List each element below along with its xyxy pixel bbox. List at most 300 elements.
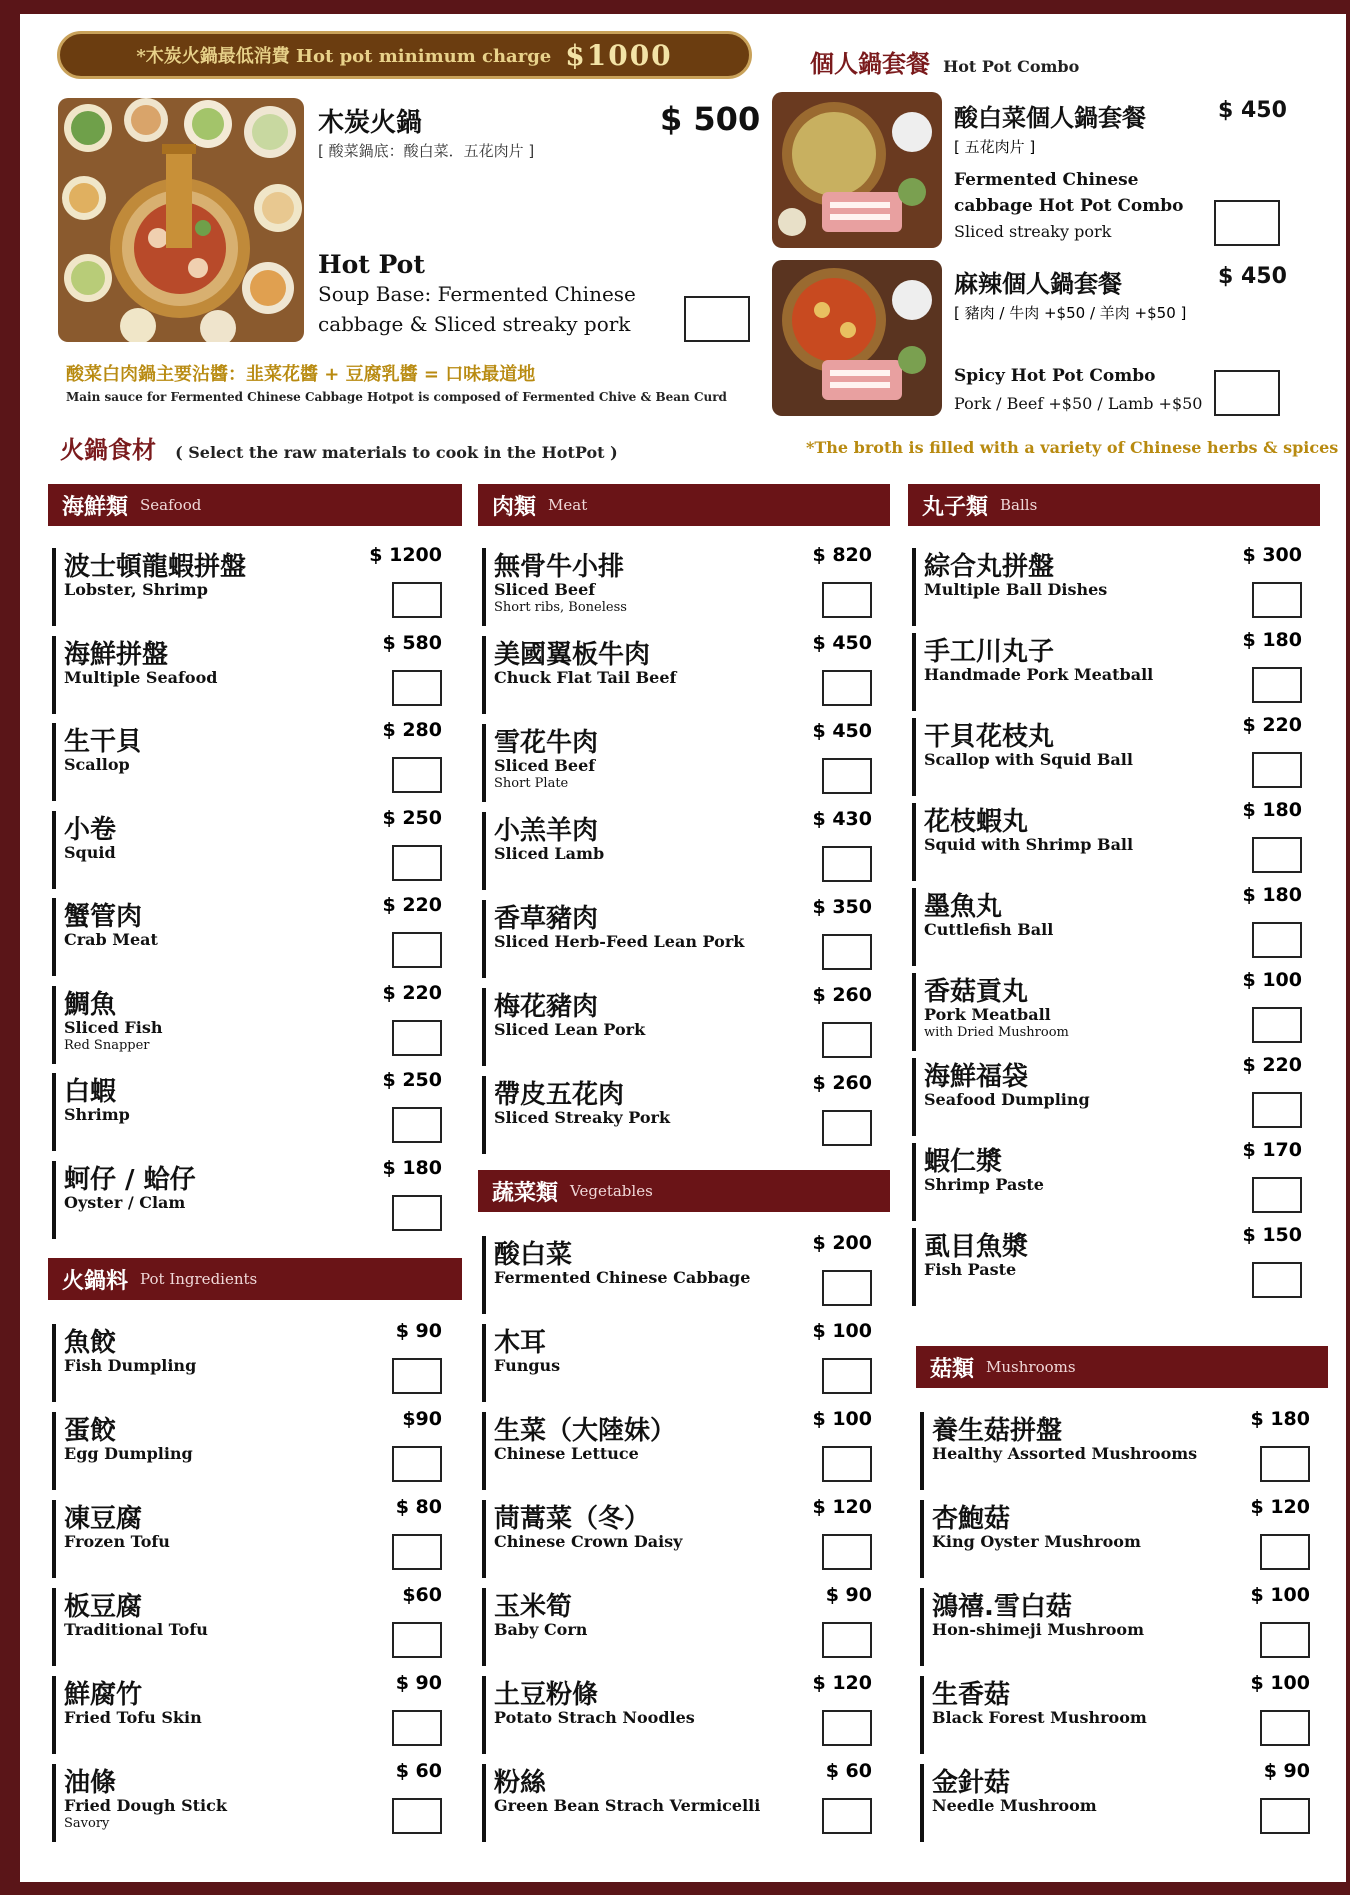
item-name-zh: 手工川丸子: [924, 637, 1055, 667]
item-price: $ 60: [395, 1760, 442, 1782]
item-checkbox[interactable]: [392, 1195, 442, 1231]
item-price: $ 100: [1242, 969, 1302, 991]
item-name-en: Sliced Streaky Pork: [494, 1108, 671, 1127]
item-divider-bar: [482, 988, 486, 1066]
seafood-section-header: [48, 484, 462, 526]
sour-cabbage-combo-photo: [772, 92, 942, 248]
item-checkbox[interactable]: [1260, 1622, 1310, 1658]
item-price: $ 250: [382, 1069, 442, 1091]
menu-item: [482, 1320, 882, 1406]
menu-item: [52, 1408, 452, 1494]
combo-2-name: 麻辣個人鍋套餐: [954, 270, 1122, 298]
item-name-zh: 金針菇: [932, 1768, 1011, 1798]
item-divider-bar: [482, 1324, 486, 1402]
item-divider-bar: [912, 888, 916, 966]
item-price: $90: [402, 1408, 442, 1430]
menu-item: [482, 720, 882, 806]
item-divider-bar: [52, 1500, 56, 1578]
item-name-en: Frozen Tofu: [64, 1532, 170, 1551]
item-checkbox[interactable]: [1252, 667, 1302, 703]
item-name-zh: 白蝦: [64, 1077, 117, 1107]
menu-page: [20, 14, 1346, 1882]
item-price: $ 250: [382, 806, 442, 829]
combo-2-en-2: Pork / Beef +$50 / Lamb +$50: [954, 394, 1203, 413]
item-checkbox[interactable]: [392, 1798, 442, 1834]
item-name-zh: 杏鮑菇: [932, 1504, 1011, 1534]
item-name-zh: 蝦仁漿: [924, 1147, 1003, 1177]
item-divider-bar: [52, 636, 56, 714]
item-price: $ 220: [1242, 1054, 1302, 1076]
item-checkbox[interactable]: [392, 757, 442, 793]
item-checkbox[interactable]: [1252, 582, 1302, 618]
item-price: $ 430: [812, 808, 872, 830]
menu-item: [482, 1584, 882, 1670]
combo-title-en: Hot Pot Combo: [943, 57, 1080, 76]
item-divider-bar: [52, 548, 56, 626]
item-checkbox[interactable]: [1252, 1262, 1302, 1298]
item-name-en: Sliced Lamb: [494, 844, 605, 863]
item-name-en: Scallop: [64, 755, 130, 774]
item-price: $ 820: [812, 544, 872, 566]
menu-item: [52, 1672, 452, 1758]
item-checkbox[interactable]: [822, 1022, 872, 1058]
item-name-zh: 鮮腐竹: [64, 1680, 143, 1710]
item-checkbox[interactable]: [392, 1020, 442, 1056]
item-divider-bar: [482, 1412, 486, 1490]
item-price: $ 80: [395, 1496, 442, 1518]
seafood-section-title-zh: 海鮮類: [62, 494, 129, 520]
item-name-en: Sliced Beef: [494, 756, 596, 775]
item-divider-bar: [482, 1588, 486, 1666]
menu-item: [482, 1072, 882, 1158]
menu-item: [52, 982, 452, 1068]
charcoal-hotpot-name-en: Hot Pot: [318, 250, 425, 279]
item-divider-bar: [52, 1073, 56, 1151]
item-divider-bar: [920, 1588, 924, 1666]
item-divider-bar: [912, 1143, 916, 1221]
item-name-zh: 花枝蝦丸: [924, 807, 1029, 837]
item-divider-bar: [52, 723, 56, 801]
combo-2-sub: [ 豬肉 / 牛肉 +$50 / 羊肉 +$50 ]: [954, 304, 1187, 322]
item-checkbox[interactable]: [822, 1622, 872, 1658]
combo-1-price: $ 450: [1218, 98, 1287, 123]
item-price: $ 120: [1250, 1496, 1310, 1518]
item-name-zh: 木耳: [494, 1328, 547, 1358]
item-name-en: Chinese Crown Daisy: [494, 1532, 683, 1551]
item-name-en: Crab Meat: [64, 930, 158, 949]
menu-item: [912, 884, 1312, 970]
item-price: $ 90: [395, 1320, 442, 1342]
item-divider-bar: [482, 724, 486, 802]
item-name-en: Multiple Ball Dishes: [924, 580, 1108, 599]
item-name-en: Fish Paste: [924, 1260, 1017, 1279]
item-name-en: Healthy Assorted Mushrooms: [932, 1444, 1198, 1463]
menu-item: [52, 894, 452, 980]
item-name-zh: 墨魚丸: [924, 892, 1003, 922]
item-price: $ 180: [1242, 629, 1302, 651]
menu-item: [52, 544, 452, 630]
menu-item: [920, 1584, 1320, 1670]
combo-1-en-3: Sliced streaky pork: [954, 222, 1112, 241]
item-divider-bar: [482, 1500, 486, 1578]
item-checkbox[interactable]: [1252, 1177, 1302, 1213]
item-checkbox[interactable]: [1260, 1534, 1310, 1570]
item-divider-bar: [52, 1676, 56, 1754]
menu-item: [920, 1496, 1320, 1582]
ingredients-title-zh: 火鍋食材: [60, 436, 156, 464]
menu-item: [920, 1672, 1320, 1758]
combo-title: [810, 44, 1079, 79]
item-price: $ 100: [812, 1408, 872, 1430]
item-checkbox[interactable]: [1252, 1092, 1302, 1128]
item-price: $60: [402, 1584, 442, 1606]
item-name-zh: 鯛魚: [64, 989, 117, 1020]
item-name-en: Chinese Lettuce: [494, 1444, 639, 1463]
pot-section-title-en: Pot Ingredients: [140, 1270, 258, 1288]
item-name-zh: 玉米筍: [494, 1592, 573, 1622]
item-subname-en: Savory: [64, 1816, 110, 1831]
item-name-zh: 小羔羊肉: [494, 816, 599, 846]
item-divider-bar: [482, 1076, 486, 1154]
item-name-zh: 海鮮拼盤: [64, 639, 169, 670]
item-divider-bar: [912, 718, 916, 796]
item-name-en: Squid: [64, 842, 116, 862]
menu-item: [920, 1408, 1320, 1494]
item-divider-bar: [912, 973, 916, 1051]
item-divider-bar: [52, 898, 56, 976]
item-checkbox[interactable]: [822, 582, 872, 618]
meat-section-header: [478, 484, 890, 526]
combo-2-checkbox[interactable]: [1214, 370, 1280, 416]
item-checkbox[interactable]: [392, 1534, 442, 1570]
menu-item: [52, 807, 452, 893]
item-name-zh: 鴻禧.雪白菇: [932, 1592, 1072, 1622]
item-subname-en: Short ribs, Boneless: [494, 600, 627, 615]
item-checkbox[interactable]: [1252, 1007, 1302, 1043]
sauce-note-en: Main sauce for Fermented Chinese Cabbage Hotpot is composed of Fermented Chive & Bean Curd: [66, 390, 727, 404]
item-price: $ 180: [1242, 799, 1302, 821]
veg-section-title-zh: 蔬菜類: [492, 1180, 559, 1206]
charcoal-hotpot-desc-1: Soup Base: Fermented Chinese: [318, 282, 636, 306]
item-name-en: Sliced Beef: [494, 580, 596, 599]
item-name-zh: 魚餃: [64, 1328, 117, 1358]
item-name-zh: 虱目魚漿: [924, 1232, 1029, 1262]
menu-item: [912, 714, 1312, 800]
balls-section-title-zh: 丸子類: [922, 494, 989, 520]
item-name-en: Fish Dumpling: [64, 1356, 197, 1375]
charcoal-hotpot-checkbox[interactable]: [684, 296, 750, 342]
item-price: $ 60: [825, 1760, 872, 1782]
item-price: $ 90: [1263, 1760, 1310, 1782]
menu-item: [912, 1139, 1312, 1225]
item-divider-bar: [482, 1236, 486, 1314]
item-name-en: Needle Mushroom: [932, 1796, 1097, 1815]
balls-section-title-en: Balls: [1000, 496, 1038, 514]
item-divider-bar: [920, 1676, 924, 1754]
menu-item: [52, 1496, 452, 1582]
item-name-zh: 蛋餃: [64, 1416, 117, 1446]
menu-item: [52, 1584, 452, 1670]
item-checkbox[interactable]: [822, 1110, 872, 1146]
banner-text: *木炭火鍋最低消費 Hot pot minimum charge: [136, 46, 552, 67]
item-price: $ 100: [812, 1320, 872, 1342]
item-divider-bar: [52, 986, 56, 1064]
item-name-en: Fried Tofu Skin: [64, 1708, 202, 1727]
item-name-en: Black Forest Mushroom: [932, 1708, 1147, 1727]
item-name-en: Chuck Flat Tail Beef: [494, 668, 677, 687]
item-name-zh: 蚵仔 / 蛤仔: [64, 1164, 196, 1195]
menu-item: [912, 629, 1312, 715]
item-divider-bar: [52, 1588, 56, 1666]
item-name-zh: 雪花牛肉: [494, 728, 599, 758]
item-divider-bar: [920, 1500, 924, 1578]
item-name-en: Shrimp: [64, 1105, 130, 1124]
item-checkbox[interactable]: [392, 1622, 442, 1658]
menu-item: [482, 1232, 882, 1318]
item-name-en: Fermented Chinese Cabbage: [494, 1268, 751, 1287]
item-name-zh: 蟹管肉: [64, 902, 143, 932]
item-checkbox[interactable]: [822, 1446, 872, 1482]
item-divider-bar: [912, 803, 916, 881]
menu-item: [912, 969, 1312, 1055]
item-divider-bar: [52, 1161, 56, 1239]
item-checkbox[interactable]: [392, 1358, 442, 1394]
item-name-zh: 板豆腐: [64, 1592, 143, 1622]
item-divider-bar: [52, 1412, 56, 1490]
charcoal-hotpot-desc-2: cabbage & Sliced streaky pork: [318, 312, 631, 336]
item-name-en: King Oyster Mushroom: [932, 1532, 1141, 1551]
item-price: $ 150: [1242, 1224, 1302, 1246]
combo-1-name: 酸白菜個人鍋套餐: [954, 104, 1146, 132]
item-name-en: Pork Meatball: [924, 1005, 1051, 1024]
item-checkbox[interactable]: [1252, 837, 1302, 873]
item-divider-bar: [482, 1764, 486, 1842]
item-price: $ 180: [1250, 1408, 1310, 1430]
item-divider-bar: [920, 1764, 924, 1842]
item-checkbox[interactable]: [1260, 1710, 1310, 1746]
item-divider-bar: [482, 636, 486, 714]
item-divider-bar: [482, 900, 486, 978]
item-name-en: Cuttlefish Ball: [924, 920, 1054, 939]
item-price: $ 170: [1242, 1139, 1302, 1161]
menu-item: [52, 1157, 452, 1243]
item-price: $ 350: [812, 896, 872, 918]
menu-item: [482, 984, 882, 1070]
item-name-zh: 美國翼板牛肉: [494, 640, 651, 670]
item-price: $ 90: [825, 1584, 872, 1606]
menu-item: [52, 1760, 452, 1846]
item-divider-bar: [52, 1764, 56, 1842]
item-name-zh: 香菇貢丸: [924, 977, 1029, 1007]
charcoal-hotpot-price: $ 500: [660, 100, 761, 138]
item-checkbox[interactable]: [1260, 1446, 1310, 1482]
item-checkbox[interactable]: [392, 1107, 442, 1143]
item-subname-en: Short Plate: [494, 776, 569, 791]
item-price: $ 120: [812, 1496, 872, 1518]
item-price: $ 280: [382, 719, 442, 741]
item-name-zh: 生香菇: [932, 1680, 1011, 1710]
mush-section-header: [916, 1346, 1328, 1388]
item-name-zh: 無骨牛小排: [494, 552, 625, 582]
item-checkbox[interactable]: [822, 846, 872, 882]
charcoal-hotpot-soup-base-zh: [ 酸菜鍋底：酸白菜．五花肉片 ]: [318, 142, 535, 160]
item-checkbox[interactable]: [822, 1798, 872, 1834]
item-checkbox[interactable]: [392, 1710, 442, 1746]
item-checkbox[interactable]: [822, 758, 872, 794]
item-name-zh: 養生菇拼盤: [932, 1416, 1063, 1446]
veg-section-title-en: Vegetables: [570, 1182, 653, 1200]
menu-item: [912, 1054, 1312, 1140]
menu-item: [52, 719, 452, 805]
combo-1-sub: [ 五花肉片 ]: [954, 138, 1036, 156]
item-divider-bar: [482, 548, 486, 626]
meat-section-title-en: Meat: [548, 496, 588, 514]
item-checkbox[interactable]: [392, 1446, 442, 1482]
item-name-en: Sliced Fish: [64, 1017, 163, 1037]
menu-item: [482, 1672, 882, 1758]
ingredients-title: [60, 430, 618, 465]
item-price: $ 450: [812, 720, 872, 742]
menu-item: [912, 544, 1312, 630]
item-checkbox[interactable]: [392, 670, 442, 706]
item-name-en: Handmade Pork Meatball: [924, 665, 1154, 684]
item-divider-bar: [482, 1676, 486, 1754]
menu-item: [482, 544, 882, 630]
item-name-en: Squid with Shrimp Ball: [924, 835, 1134, 854]
menu-item: [912, 1224, 1312, 1310]
item-name-en: Egg Dumpling: [64, 1444, 193, 1463]
menu-item: [912, 799, 1312, 885]
combo-title-zh: 個人鍋套餐: [810, 50, 930, 78]
item-subname-en: Red Snapper: [64, 1037, 150, 1053]
item-name-zh: 梅花豬肉: [494, 992, 599, 1022]
menu-item: [482, 896, 882, 982]
item-price: $ 1200: [369, 544, 442, 566]
item-name-zh: 帶皮五花肉: [494, 1080, 625, 1110]
combo-1-checkbox[interactable]: [1214, 200, 1280, 246]
spicy-combo-photo: [772, 260, 942, 416]
item-name-zh: 生干貝: [64, 727, 143, 757]
item-checkbox[interactable]: [822, 1270, 872, 1306]
item-name-zh: 香草豬肉: [494, 904, 599, 934]
combo-2-price: $ 450: [1218, 264, 1287, 289]
item-name-en: Sliced Lean Pork: [494, 1020, 646, 1039]
item-name-en: Seafood Dumpling: [924, 1090, 1090, 1109]
item-name-en: Hon-shimeji Mushroom: [932, 1620, 1145, 1639]
item-name-zh: 干貝花枝丸: [924, 722, 1055, 752]
item-checkbox[interactable]: [1252, 922, 1302, 958]
combo-1-en-2: cabbage Hot Pot Combo: [954, 196, 1184, 216]
item-name-en: Baby Corn: [494, 1620, 588, 1639]
pot-section-header: [48, 1258, 462, 1300]
item-name-en: Green Bean Strach Vermicelli: [494, 1796, 761, 1815]
item-divider-bar: [52, 811, 56, 889]
menu-item: [482, 808, 882, 894]
item-name-zh: 小卷: [64, 814, 117, 845]
item-price: $ 580: [382, 631, 442, 654]
veg-section-header: [478, 1170, 890, 1212]
item-divider-bar: [482, 812, 486, 890]
item-price: $ 120: [812, 1672, 872, 1694]
item-name-zh: 茼蒿菜（冬）: [494, 1504, 651, 1534]
combo-1-en-1: Fermented Chinese: [954, 170, 1139, 190]
item-name-zh: 土豆粉條: [494, 1680, 599, 1710]
menu-item: [482, 632, 882, 718]
item-name-zh: 凍豆腐: [64, 1504, 143, 1534]
item-name-zh: 海鮮福袋: [924, 1062, 1029, 1092]
charcoal-hotpot-name: 木炭火鍋: [318, 108, 423, 138]
menu-item: [52, 1320, 452, 1406]
item-name-zh: 油條: [64, 1768, 117, 1798]
item-divider-bar: [912, 633, 916, 711]
item-subname-en: with Dried Mushroom: [924, 1025, 1069, 1040]
item-name-zh: 波士頓龍蝦拼盤: [64, 552, 247, 582]
balls-section-header: [908, 484, 1320, 526]
item-price: $ 450: [812, 632, 872, 654]
sauce-note-zh: 酸菜白肉鍋主要沾醬：韭菜花醬 + 豆腐乳醬 = 口味最道地: [66, 364, 536, 385]
item-checkbox[interactable]: [822, 670, 872, 706]
item-name-en: Sliced Herb-Feed Lean Pork: [494, 932, 745, 951]
item-price: $ 90: [395, 1672, 442, 1694]
menu-item: [52, 1069, 452, 1155]
meat-section-title-zh: 肉類: [492, 494, 537, 520]
item-divider-bar: [912, 548, 916, 626]
item-name-zh: 酸白菜: [494, 1240, 573, 1270]
item-price: $ 220: [382, 981, 442, 1004]
item-checkbox[interactable]: [1252, 752, 1302, 788]
item-name-en: Oyster / Clam: [64, 1192, 186, 1212]
menu-item: [482, 1760, 882, 1846]
item-checkbox[interactable]: [822, 1710, 872, 1746]
item-checkbox[interactable]: [392, 582, 442, 618]
ingredients-title-en: ( Select the raw materials to cook in the HotPot ): [175, 443, 618, 462]
mush-section-title-zh: 菇類: [930, 1356, 975, 1382]
item-name-en: Potato Strach Noodles: [494, 1708, 695, 1727]
item-price: $ 180: [382, 1156, 442, 1179]
item-price: $ 220: [382, 894, 442, 916]
item-name-en: Scallop with Squid Ball: [924, 750, 1133, 769]
item-name-zh: 生菜（大陸妹）: [494, 1416, 677, 1446]
pot-section-title-zh: 火鍋料: [62, 1268, 129, 1294]
item-checkbox[interactable]: [822, 934, 872, 970]
item-checkbox[interactable]: [822, 1534, 872, 1570]
item-divider-bar: [912, 1228, 916, 1306]
item-price: $ 180: [1242, 884, 1302, 906]
banner-amount: $1000: [565, 38, 673, 72]
item-price: $ 100: [1250, 1672, 1310, 1694]
item-checkbox[interactable]: [822, 1358, 872, 1394]
item-name-en: Lobster, Shrimp: [64, 580, 208, 599]
broth-note: *The broth is filled with a variety of Chinese herbs & spices: [806, 438, 1339, 457]
combo-2-en-1: Spicy Hot Pot Combo: [954, 366, 1156, 386]
item-checkbox[interactable]: [392, 845, 442, 881]
item-checkbox[interactable]: [392, 932, 442, 968]
menu-item: [920, 1760, 1320, 1846]
item-divider-bar: [52, 1324, 56, 1402]
item-name-en: Fungus: [494, 1356, 561, 1375]
menu-item: [482, 1496, 882, 1582]
item-name-zh: 粉絲: [494, 1768, 547, 1798]
item-price: $ 100: [1250, 1584, 1310, 1606]
item-name-en: Traditional Tofu: [64, 1620, 208, 1639]
item-name-en: Fried Dough Stick: [64, 1796, 227, 1815]
item-price: $ 220: [1242, 714, 1302, 736]
mush-section-title-en: Mushrooms: [986, 1358, 1076, 1376]
item-checkbox[interactable]: [1260, 1798, 1310, 1834]
item-divider-bar: [920, 1412, 924, 1490]
menu-item: [482, 1408, 882, 1494]
item-price: $ 260: [812, 1072, 872, 1094]
